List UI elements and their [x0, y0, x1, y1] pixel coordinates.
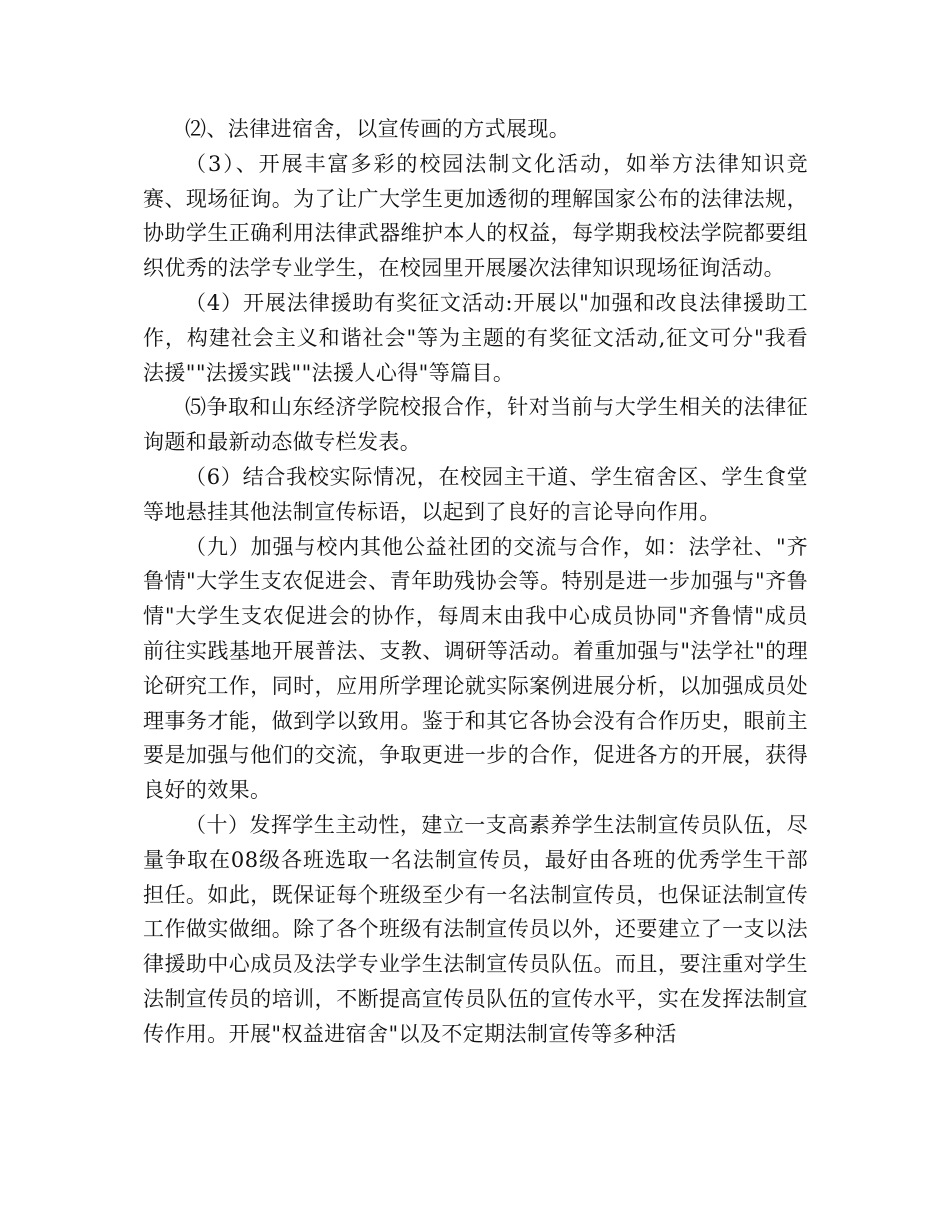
document-body: [143, 112, 808, 1052]
paragraph-section-10: （十）发挥学生主动性，建立一支高素养学生法制宣传员队伍，尽量争取在08级各班选取一名法制宣传员，最好由各班的优秀学生干部担任。如此，既保证每个班级至少有一名法制宣传员，也保证法制宣传工作做实做细。除了各个班级有法制宣传员以外，还要建立了一支以法律援助中心成员及法学专业学生法制宣传员队伍。而且，要注重对学生法制宣传员的培训，不断提高宣传员队伍的宣传水平，实在发挥法制宣传作用。开展"权益进宿舍"以及不定期法制宣传等多种活: [143, 812, 808, 1046]
paragraph-item-3: （3）、开展丰富多彩的校园法制文化活动，如举方法律知识竞赛、现场征询。为了让广大学生更加透彻的理解国家公布的法律法规，协助学生正确利用法律武器维护本人的权益，每学期我校法学院都要组织优秀的法学专业学生，在校园里开展屡次法律知识现场征询活动。: [143, 151, 808, 281]
paragraph-item-6: （6）结合我校实际情况，在校园主干道、学生宿舍区、学生食堂等地悬挂其他法制宣传标语，以起到了良好的言论导向作用。: [143, 464, 808, 524]
paragraph-section-9: （九）加强与校内其他公益社团的交流与合作，如：法学社、"齐鲁情"大学生支农促进会、青年助残协会等。特别是进一步加强与"齐鲁情"大学生支农促进会的协作，每周末由我中心成员协同"齐鲁情"成员前往实践基地开展普法、支教、调研等活动。着重加强与"法学社"的理论研究工作，同时，应用所学理论就实际案例进展分析，以加强成员处理事务才能，做到学以致用。鉴于和其它各协会没有合作历史，眼前主要是加强与他们的交流，争取更进一步的合作，促进各方的开展，获得良好的效果。: [143, 534, 808, 803]
paragraph-item-5: ⑸争取和山东经济学院校报合作，针对当前与大学生相关的法律征询题和最新动态做专栏发表。: [143, 395, 808, 455]
paragraph-item-4: （4）开展法律援助有奖征文活动:开展以"加强和改良法律援助工作，构建社会主义和谐社会"等为主题的有奖征文活动,征文可分"我看法援""法援实践""法援人心得"等篇目。: [143, 290, 808, 385]
paragraph-item-2: ⑵、法律进宿舍，以宣传画的方式展现。: [185, 117, 571, 141]
